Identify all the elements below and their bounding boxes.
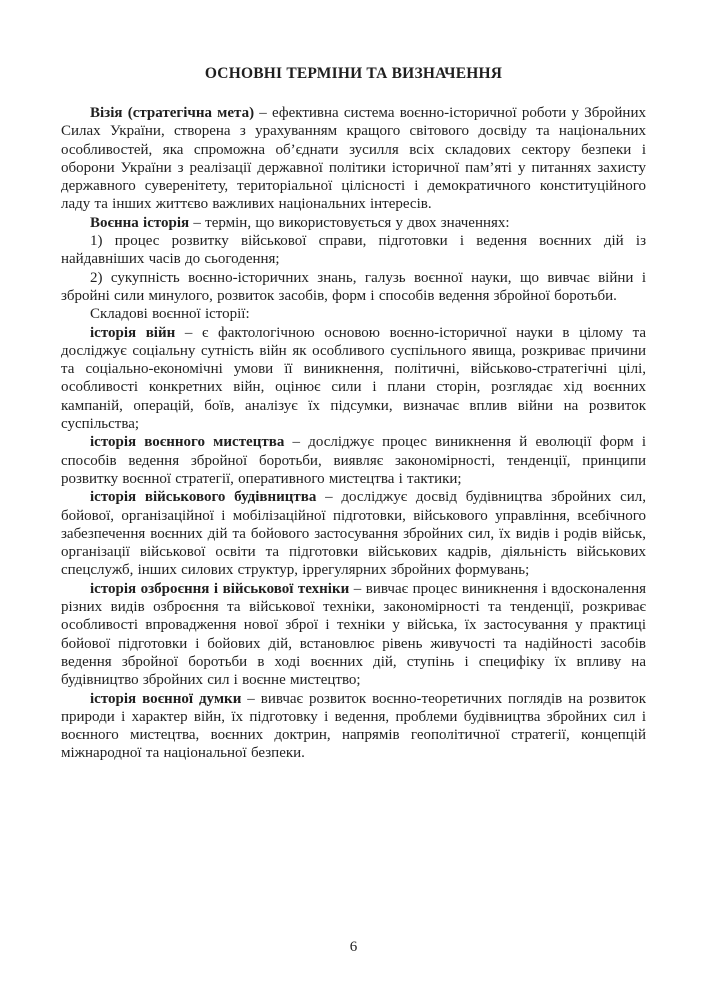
term-bold: історія озброєння і військової техніки	[90, 580, 350, 597]
paragraph-text: – вивчає розвиток воєнно-теоретичних поглядів на розвиток природи і характер війн, їх підготовку і ведення, проблеми будівництва збройних сил і воєнного мистецтва, воєнних доктрин, напрямів геополітичної стратегії, концепцій міжнародної та національної безпеки.	[61, 690, 646, 762]
paragraph-vision	[61, 104, 646, 214]
paragraph-text: – досліджує досвід будівництва збройних сил, бойової, організаційної і мобілізаційної підготовки, військового управління, всебічного забезпечення воєнних дій та бойового застосування збройних сил, їх видів і родів військ, організації військової освіти та підготовки військових кадрів, діяльність військових спецслужб, інших силових структур, іррегулярних збройних формувань;	[61, 489, 646, 579]
term-bold: історія війн	[90, 324, 176, 341]
page-title: ОСНОВНІ ТЕРМІНИ ТА ВИЗНАЧЕННЯ	[204, 65, 503, 82]
paragraph-text: – є фактологічною основою воєнно-історичної науки в цілому та досліджує соціальну сутність війн як особливого суспільного явища, розкриває причини та соціально-економічні умови її виникнення, політичні, військово-стратегічні цілі, особливості конкретних війн, оцінює сили і плани сторін, розглядає хід воєнних кампаній, операцій, боїв, аналізує їх підсумки, визначає вплив війни на розвиток суспільства;	[61, 324, 646, 433]
paragraph-text: 2) сукупність воєнно-історичних знань, галузь воєнної науки, що вивчає війни і збройні сили минулого, розвиток засобів, форм і способів ведення збройної боротьби.	[61, 269, 646, 304]
term-bold: історія воєнної думки	[90, 690, 242, 707]
paragraph-text: Складові воєнної історії:	[90, 306, 250, 323]
paragraph-text: 1) процес розвитку військової справи, підготовки і ведення воєнних дій із найдавніших часів до сьогодення;	[61, 233, 646, 268]
paragraph-history-of-military-building	[61, 488, 646, 579]
paragraph-components-intro	[61, 305, 646, 323]
term-bold: історія воєнного мистецтва	[90, 434, 285, 451]
paragraph-text: – вивчає процес виникнення і вдосконалення різних видів озброєння та військової техніки, закономірності та тенденції, розкриває особливості впровадження нової зброї і техніки у війська, їх застосування у практиці бойової підготовки і бойових дій, встановлює рівень живучості та надійності засобів ведення збройної боротьби в ході воєнних дій, ступінь і специфіку їх впливу на будівництво збройних сил і воєнне мистецтво;	[61, 580, 646, 689]
paragraph-definition-2	[61, 269, 646, 306]
term-bold: історія військового будівництва	[90, 489, 317, 506]
paragraph-text: – термін, що використовується у двох значеннях:	[189, 214, 510, 231]
page-number: 6	[349, 939, 358, 955]
paragraph-history-of-weapons	[61, 580, 646, 690]
paragraph-history-of-military-art	[61, 433, 646, 488]
term-bold: Візія (стратегічна мета)	[90, 105, 255, 121]
paragraph-definition-1	[61, 232, 646, 269]
paragraph-text: – ефективна система воєнно-історичної роботи у Збройних Силах України, створена з урахуванням кращого світового досвіду та національних особливостей, яка спроможна об’єднати зусилля всіх складових сектору безпеки і оборони України з реалізації державної політики історичної пам’яті у питаннях захисту державного суверенітету, територіальної цілісності і демократичного конституційного ладу та інших життєво важливих національних інтересів.	[61, 105, 646, 213]
paragraph-history-of-military-thought	[61, 690, 646, 763]
term-bold: Воєнна історія	[90, 214, 190, 231]
text-content	[61, 64, 646, 763]
paragraph-history-of-wars	[61, 324, 646, 434]
paragraph-military-history	[61, 214, 646, 232]
paragraph-text: – досліджує процес виникнення й еволюції форм і способів ведення збройної боротьби, виявляє закономірності, тенденції, принципи розвитку воєнної стратегії, оперативного мистецтва і тактики;	[61, 434, 647, 487]
